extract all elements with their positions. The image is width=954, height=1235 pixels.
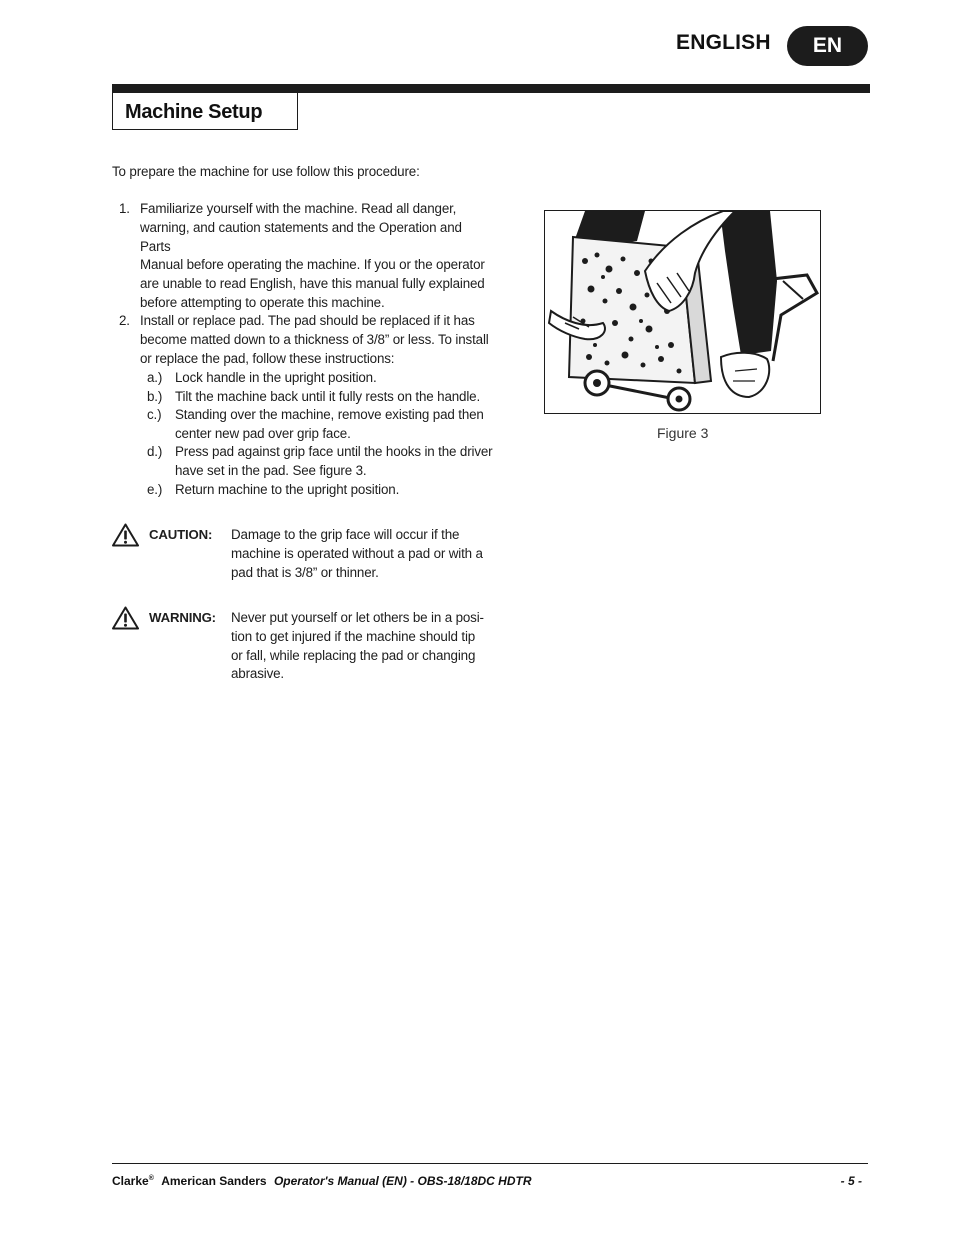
substep-line: Tilt the machine back until it fully rests on the handle. (175, 389, 481, 404)
substep-letter: e.) (147, 482, 163, 497)
page-number: - 5 - (840, 1174, 862, 1188)
warning-triangle-icon (112, 606, 139, 630)
notice-line: or fall, while replacing the pad or changing (231, 647, 476, 663)
section-title: Machine Setup (125, 101, 263, 123)
step-number: 1. (119, 201, 130, 216)
language-label: ENGLISH (676, 31, 771, 54)
step-number: 2. (119, 313, 130, 328)
step-text (140, 200, 494, 313)
substep-line: have set in the pad. See figure 3. (175, 462, 367, 478)
warning-label: WARNING: (149, 610, 216, 625)
step-line: Install or replace pad. The pad should be replaced if it has (140, 313, 475, 328)
substep-letter: a.) (147, 370, 163, 385)
substep-letter: d.) (147, 444, 163, 459)
substep-text (175, 388, 495, 407)
step-line: or replace the pad, follow these instructions: (140, 350, 395, 366)
notice-line: Damage to the grip face will occur if the (231, 527, 460, 542)
step-line: Familiarize yourself with the machine. Read all danger, (140, 201, 457, 216)
substep-text (175, 406, 495, 444)
step-line: warning, and caution statements and the Operation and Parts (140, 219, 462, 254)
footer-company: American Sanders (161, 1174, 267, 1188)
step-line: become matted down to a thickness of 3/8” or less. To install (140, 331, 489, 347)
notice-line: machine is operated without a pad or with a (231, 545, 483, 561)
caution-text (231, 526, 489, 582)
warning-text (231, 609, 489, 684)
notice-line: tion to get injured if the machine should tip (231, 628, 476, 644)
footer-text (112, 1174, 532, 1188)
step-line: before attempting to operate this machine. (140, 294, 385, 310)
registered-mark: ® (148, 1175, 154, 1182)
step-line: are unable to read English, have this manual fully explained (140, 276, 485, 292)
substep-letter: b.) (147, 389, 163, 404)
footer-manual-title: Operator's Manual (EN) - OBS-18/18DC HDTR (273, 1174, 532, 1188)
intro-text: To prepare the machine for use follow this procedure: (112, 164, 420, 179)
section-title-box (112, 93, 298, 130)
footer-rule (112, 1163, 868, 1164)
substep-line: center new pad over grip face. (175, 425, 351, 441)
step-text (140, 312, 494, 368)
notice-line: abrasive. (231, 666, 284, 682)
notice-line: pad that is 3/8” or thinner. (231, 564, 379, 580)
caution-label: CAUTION: (149, 527, 213, 542)
step-line: Manual before operating the machine. If you or the operator (140, 257, 485, 273)
warning-triangle-icon (112, 523, 139, 547)
notice-line: Never put yourself or let others be in a posi- (231, 610, 484, 625)
substep-line: Standing over the machine, remove existing pad then (175, 407, 484, 422)
figure-3-illustration (544, 210, 821, 414)
substep-text (175, 443, 495, 481)
substep-line: Press pad against grip face until the hooks in the driver (175, 444, 493, 459)
language-code-badge: EN (787, 26, 868, 66)
substep-line: Lock handle in the upright position. (175, 370, 377, 385)
header-rule (112, 84, 870, 93)
figure-caption: Figure 3 (657, 425, 709, 441)
substep-text (175, 481, 495, 500)
substep-line: Return machine to the upright position. (175, 482, 400, 497)
substep-letter: c.) (147, 407, 162, 422)
footer-brand: Clarke (112, 1174, 149, 1188)
pad-replacement-drawing (545, 211, 820, 413)
substep-text (175, 369, 495, 388)
